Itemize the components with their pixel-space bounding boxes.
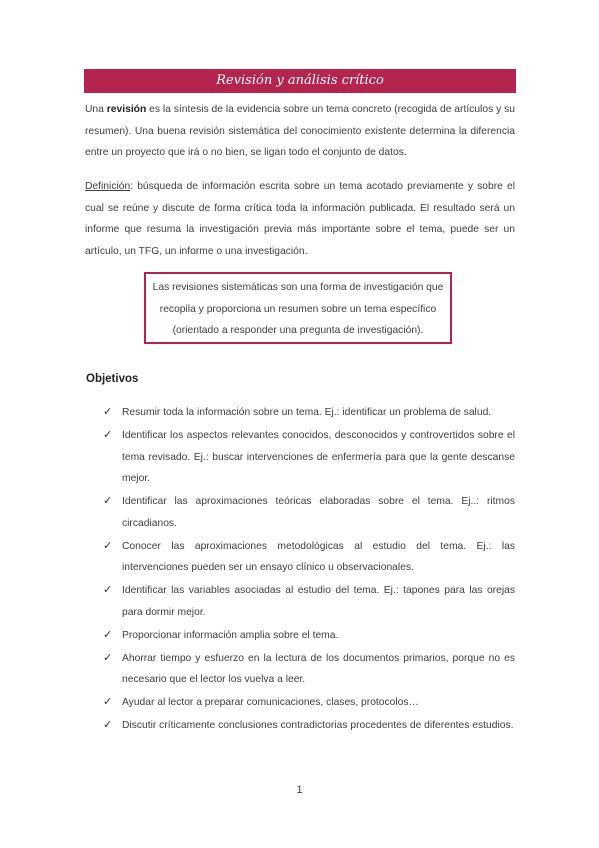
checkmark-icon: ✓ xyxy=(103,584,113,596)
page-title: Revisión y análisis crítico xyxy=(84,69,516,93)
list-item xyxy=(103,536,515,579)
page-number: 1 xyxy=(296,784,303,796)
definition-paragraph xyxy=(85,176,515,262)
callout-box: Las revisiones sistemáticas son una forma de investigación que recopila y proporciona un resumen sobre un tema específico (orientado a responder una pregunta de investigación). xyxy=(144,272,452,344)
list-item xyxy=(103,648,515,691)
objective-text: Conocer las aproximaciones metodológicas al estudio del tema. Ej.: las intervenciones pueden ser un ensayo clínico u observacionales. xyxy=(122,540,515,573)
objective-text: Discutir críticamente conclusiones contradictorias procedentes de diferentes estudios. xyxy=(122,720,514,731)
list-item xyxy=(103,491,515,534)
list-item xyxy=(103,692,515,714)
checkmark-icon: ✓ xyxy=(103,539,113,552)
objective-text: Proporcionar información amplia sobre el tema. xyxy=(122,629,339,641)
objective-text: Resumir toda la información sobre un tema. Ej.: identificar un problema de salud. xyxy=(122,407,492,418)
objective-text: Ayudar al lector a preparar comunicaciones, clases, protocolos… xyxy=(122,697,419,708)
intro-after: es la síntesis de la evidencia sobre un tema concreto (recogida de artículos y su resumen). Una buena revisión sistemática del conocimiento existente determina la diferencia entre un proyecto que irá o no bien, se ligan todo el conjunto de datos. xyxy=(85,104,515,158)
objectives-list xyxy=(103,402,515,738)
keyword-revision: revisión xyxy=(106,104,147,115)
checkmark-icon: ✓ xyxy=(103,696,113,708)
checkmark-icon: ✓ xyxy=(103,651,113,664)
list-item xyxy=(103,625,515,647)
list-item xyxy=(103,402,515,424)
objective-text: Ahorrar tiempo y esfuerzo en la lectura de los documentos primarios, porque no es necesario que el lector los vuelva a leer. xyxy=(122,652,515,685)
checkmark-icon: ✓ xyxy=(103,628,113,641)
definition-text: : búsqueda de información escrita sobre un tema acotado previamente y sobre el cual se reúne y discute de forma crítica toda la información publicada. El resultado será un informe que resuma la investigación previa más importante sobre el tema, puede ser un artículo, un TFG, un informe o una investigación. xyxy=(85,181,515,257)
checkmark-icon: ✓ xyxy=(103,429,113,441)
list-item xyxy=(103,715,515,737)
list-item xyxy=(103,425,515,490)
checkmark-icon: ✓ xyxy=(103,495,113,507)
list-item xyxy=(103,580,515,623)
objective-text: Identificar las aproximaciones teóricas elaboradas sobre el tema. Ej..: ritmos circadianos. xyxy=(122,496,515,529)
objectives-heading: Objetivos xyxy=(86,373,139,385)
definition-label: Definición xyxy=(85,181,131,192)
intro-before: Una xyxy=(85,104,107,115)
intro-paragraph xyxy=(85,99,515,164)
objective-text: Identificar las variables asociadas al estudio del tema. Ej.: tapones para las orejas para dormir mejor. xyxy=(122,585,515,618)
objective-text: Identificar los aspectos relevantes conocidos, desconocidos y controvertidos sobre el tema revisado. Ej.: buscar intervenciones de enfermería para que la gente descanse mejor. xyxy=(122,430,515,484)
checkmark-icon: ✓ xyxy=(103,719,113,731)
checkmark-icon: ✓ xyxy=(103,406,113,418)
